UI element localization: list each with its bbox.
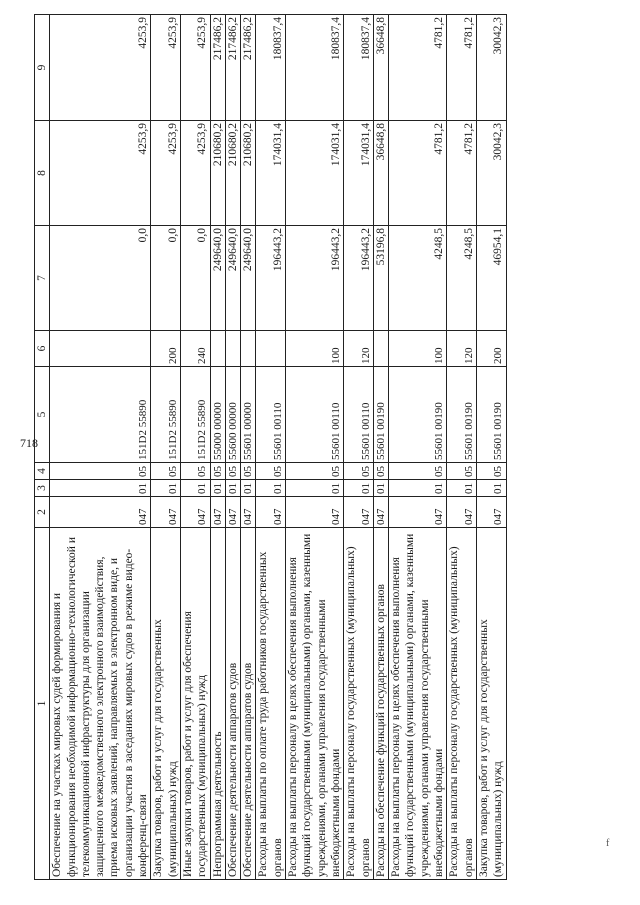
header-col-4: 4 [35, 463, 50, 480]
amount-col-7: 196443,2 [344, 226, 374, 331]
amount-col-9: 36648,8 [373, 15, 388, 121]
target-article: 151D2 55890 [50, 367, 151, 463]
expense-type [50, 331, 151, 367]
amount-col-9: 4253,9 [50, 15, 151, 121]
row-name: Закупка товаров, работ и услуг для государственных (муниципальных) нужд [476, 528, 506, 880]
page-number: 718 [20, 436, 38, 450]
subsection-code: 05 [210, 463, 225, 480]
section-code: 01 [286, 480, 344, 497]
admin-code: 047 [210, 497, 225, 528]
expense-type [241, 331, 256, 367]
table-row [241, 15, 256, 880]
target-article: 55601 00190 [447, 367, 477, 463]
table-row [476, 15, 506, 880]
table-row [180, 15, 210, 880]
section-code: 01 [180, 480, 210, 497]
rotated-page [34, 15, 507, 880]
admin-code: 047 [476, 497, 506, 528]
target-article: 55601 00190 [476, 367, 506, 463]
target-article: 55601 00110 [344, 367, 374, 463]
section-code: 01 [344, 480, 374, 497]
table-row [256, 15, 286, 880]
admin-code: 047 [389, 497, 447, 528]
row-name: Обеспечение деятельности аппаратов судов [225, 528, 240, 880]
row-name: Иные закупки товаров, работ и услуг для обеспечения государственных (муниципальных) нужд [180, 528, 210, 880]
section-code: 01 [210, 480, 225, 497]
table-row [373, 15, 388, 880]
expense-type: 120 [447, 331, 477, 367]
admin-code: 047 [225, 497, 240, 528]
admin-code: 047 [286, 497, 344, 528]
target-article: 55601 00110 [286, 367, 344, 463]
expense-type [210, 331, 225, 367]
amount-col-9: 180837,4 [344, 15, 374, 121]
header-row [35, 15, 50, 880]
table-row [447, 15, 477, 880]
amount-col-9: 217486,2 [241, 15, 256, 121]
admin-code: 047 [447, 497, 477, 528]
section-code: 01 [476, 480, 506, 497]
corner-mark: f [606, 838, 610, 849]
subsection-code: 05 [344, 463, 374, 480]
amount-col-8: 174031,4 [344, 121, 374, 226]
amount-col-9: 30042,3 [476, 15, 506, 121]
amount-col-9: 180837,4 [286, 15, 344, 121]
admin-code: 047 [344, 497, 374, 528]
expense-type [225, 331, 240, 367]
expense-type [373, 331, 388, 367]
amount-col-8: 4253,9 [151, 121, 181, 226]
admin-code: 047 [151, 497, 181, 528]
amount-col-8: 4253,9 [180, 121, 210, 226]
table-row [210, 15, 225, 880]
section-code: 01 [241, 480, 256, 497]
amount-col-9: 180837,4 [256, 15, 286, 121]
expense-type: 200 [476, 331, 506, 367]
subsection-code: 05 [180, 463, 210, 480]
target-article: 55601 00110 [256, 367, 286, 463]
amount-col-9: 4253,9 [151, 15, 181, 121]
table-row [50, 15, 151, 880]
row-name: Непрограммная деятельность [210, 528, 225, 880]
header-col-6: 6 [35, 331, 50, 367]
target-article: 55601 00000 [241, 367, 256, 463]
amount-col-7: 0,0 [180, 226, 210, 331]
row-name: Расходы на выплаты персоналу в целях обеспечения выполнения функций государственными (муниципальными) органами, казенными учреждениями, органами управления государственными внебюджетными фондами [389, 528, 447, 880]
admin-code: 047 [50, 497, 151, 528]
amount-col-9: 4781,2 [447, 15, 477, 121]
amount-col-7: 0,0 [50, 226, 151, 331]
amount-col-7: 249640,0 [241, 226, 256, 331]
target-article: 55000 00000 [210, 367, 225, 463]
row-name: Обеспечение деятельности аппаратов судов [241, 528, 256, 880]
target-article: 151D2 55890 [180, 367, 210, 463]
header-col-1: 1 [35, 528, 50, 880]
amount-col-8: 30042,3 [476, 121, 506, 226]
amount-col-7: 196443,2 [286, 226, 344, 331]
section-code: 01 [151, 480, 181, 497]
expense-type [256, 331, 286, 367]
target-article: 55600 00000 [225, 367, 240, 463]
table-body [50, 15, 506, 880]
expense-type: 200 [151, 331, 181, 367]
header-col-9: 9 [35, 15, 50, 121]
amount-col-8: 4253,9 [50, 121, 151, 226]
header-col-7: 7 [35, 226, 50, 331]
row-name: Расходы на обеспечение функций государственных органов [373, 528, 388, 880]
amount-col-7: 249640,0 [225, 226, 240, 331]
budget-table [34, 14, 507, 880]
subsection-code: 05 [50, 463, 151, 480]
header-col-2: 2 [35, 497, 50, 528]
section-code: 01 [389, 480, 447, 497]
amount-col-9: 4253,9 [180, 15, 210, 121]
amount-col-7: 4248,5 [447, 226, 477, 331]
section-code: 01 [373, 480, 388, 497]
subsection-code: 05 [225, 463, 240, 480]
amount-col-8: 210680,2 [241, 121, 256, 226]
expense-type: 120 [344, 331, 374, 367]
subsection-code: 05 [447, 463, 477, 480]
admin-code: 047 [256, 497, 286, 528]
amount-col-8: 210680,2 [210, 121, 225, 226]
table-row [389, 15, 447, 880]
table-row [286, 15, 344, 880]
subsection-code: 05 [241, 463, 256, 480]
admin-code: 047 [241, 497, 256, 528]
amount-col-8: 36648,8 [373, 121, 388, 226]
subsection-code: 05 [476, 463, 506, 480]
amount-col-7: 46954,1 [476, 226, 506, 331]
section-code: 01 [447, 480, 477, 497]
admin-code: 047 [373, 497, 388, 528]
subsection-code: 05 [151, 463, 181, 480]
expense-type: 100 [286, 331, 344, 367]
header-col-8: 8 [35, 121, 50, 226]
table-row [225, 15, 240, 880]
header-col-3: 3 [35, 480, 50, 497]
header-col-5: 5 [35, 367, 50, 463]
subsection-code: 05 [256, 463, 286, 480]
amount-col-9: 4781,2 [389, 15, 447, 121]
amount-col-7: 53196,8 [373, 226, 388, 331]
amount-col-7: 4248,5 [389, 226, 447, 331]
amount-col-7: 0,0 [151, 226, 181, 331]
amount-col-7: 196443,2 [256, 226, 286, 331]
row-name: Расходы на выплаты по оплате труда работников государственных органов [256, 528, 286, 880]
subsection-code: 05 [389, 463, 447, 480]
section-code: 01 [50, 480, 151, 497]
expense-type: 100 [389, 331, 447, 367]
row-name: Расходы на выплаты персоналу государственных (муниципальных) органов [344, 528, 374, 880]
row-name: Обеспечение на участках мировых судей формирования и функционирования необходимой информационно-технологической и телекоммуникационной инфраструктуры для организации защищенного межведомственного электронного взаимодействия, приема исковых заявлений, направляемых в электронном виде, и организации участия в заседаниях мировых судов в режиме видео-конференц-связи [50, 528, 151, 880]
expense-type: 240 [180, 331, 210, 367]
row-name: Расходы на выплаты персоналу в целях обеспечения выполнения функций государственными (муниципальными) органами, казенными учреждениями, органами управления государственными внебюджетными фондами [286, 528, 344, 880]
amount-col-9: 217486,2 [225, 15, 240, 121]
amount-col-8: 174031,4 [256, 121, 286, 226]
amount-col-8: 4781,2 [447, 121, 477, 226]
amount-col-8: 4781,2 [389, 121, 447, 226]
subsection-code: 05 [373, 463, 388, 480]
target-article: 55601 00190 [389, 367, 447, 463]
table-row [151, 15, 181, 880]
row-name: Расходы на выплаты персоналу государственных (муниципальных) органов [447, 528, 477, 880]
target-article: 55601 00190 [373, 367, 388, 463]
admin-code: 047 [180, 497, 210, 528]
amount-col-9: 217486,2 [210, 15, 225, 121]
section-code: 01 [225, 480, 240, 497]
amount-col-7: 249640,0 [210, 226, 225, 331]
subsection-code: 05 [286, 463, 344, 480]
section-code: 01 [256, 480, 286, 497]
row-name: Закупка товаров, работ и услуг для государственных (муниципальных) нужд [151, 528, 181, 880]
amount-col-8: 174031,4 [286, 121, 344, 226]
amount-col-8: 210680,2 [225, 121, 240, 226]
table-row [344, 15, 374, 880]
target-article: 151D2 55890 [151, 367, 181, 463]
